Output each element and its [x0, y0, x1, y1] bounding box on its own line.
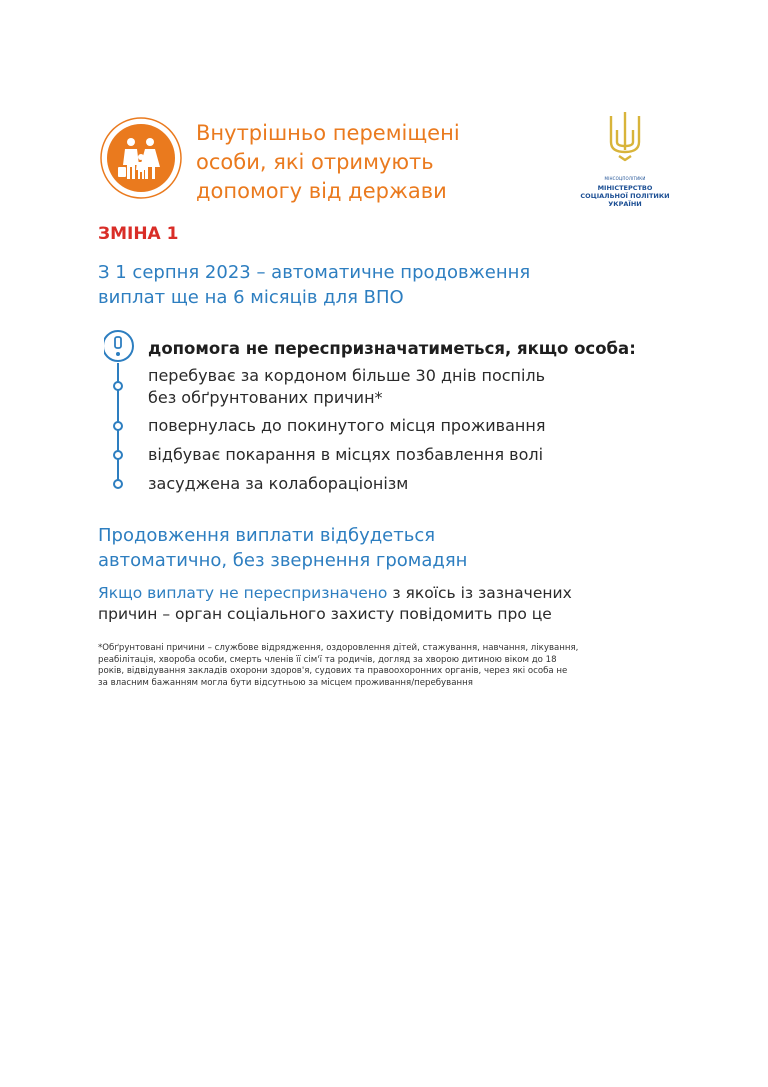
notification-info — [98, 583, 678, 625]
condition-item: засуджена за колабораціонізм — [148, 474, 409, 493]
title-line: допомогу від держави — [196, 179, 447, 203]
auto-renewal-note — [98, 523, 658, 573]
timeline-dot — [114, 422, 122, 430]
footnote-line: *Обґрунтовані причини – службове відрядження, оздоровлення дітей, стажування, навчання, лікування, — [98, 643, 579, 653]
subtitle-line: виплат ще на 6 місяців для ВПО — [98, 287, 404, 308]
footnote-line: реабілітація, хвороба особи, смерть членів її сім'ї та родичів, догляд за хворою дитиною віком до 18 — [98, 654, 557, 665]
ministry-prefix: МІНСОЦПОЛІТИКИ — [604, 176, 646, 181]
conditions-heading: допомога не переспризначатиметься, якщо особа: — [148, 339, 636, 358]
ministry-name-line: МІНІСТЕРСТВО — [597, 184, 653, 192]
info-highlight: Якщо виплату не переспризначено — [98, 584, 388, 602]
ministry-name-line: СОЦІАЛЬНОЇ ПОЛІТИКИ — [580, 192, 670, 200]
ministry-logo — [580, 110, 670, 208]
condition-item — [148, 365, 668, 409]
condition-line: без обґрунтованих причин* — [148, 388, 383, 407]
trident-icon — [605, 110, 645, 162]
change-label: ЗМІНА 1 — [98, 224, 179, 244]
info-rest: з якоїсь із зазначених — [387, 584, 572, 602]
title-line: Внутрішньо переміщені — [196, 121, 460, 145]
auto-note-line: Продовження виплати відбудеться — [98, 525, 436, 546]
timeline-dot — [114, 480, 122, 488]
timeline-dot — [114, 382, 122, 390]
timeline-dot — [114, 451, 122, 459]
info-line: причин – орган соціального захисту повідомить про це — [98, 605, 552, 623]
warning-icon — [104, 331, 133, 361]
footnote-line: років, відвідування закладів охорони здоров'я, судових та правоохоронних органів, через які особа не — [98, 666, 568, 677]
auto-note-line: автоматично, без звернення громадян — [98, 550, 468, 571]
page-title — [196, 119, 566, 206]
timeline — [104, 327, 136, 497]
family-icon — [100, 117, 182, 199]
condition-item: відбуває покарання в місцях позбавлення волі — [148, 445, 544, 464]
condition-item: повернулась до покинутого місця проживання — [148, 416, 546, 435]
ministry-name-line: УКРАЇНИ — [608, 200, 642, 208]
footnote — [98, 643, 678, 689]
change-subtitle — [98, 260, 658, 310]
title-line: особи, які отримують — [196, 150, 434, 174]
condition-line: перебуває за кордоном більше 30 днів поспіль — [148, 366, 546, 385]
ministry-name — [580, 184, 670, 208]
footnote-line: за власним бажанням могла бути відсутньою за місцем проживання/перебування — [98, 677, 473, 688]
subtitle-line: З 1 серпня 2023 – автоматичне продовження — [98, 262, 531, 283]
